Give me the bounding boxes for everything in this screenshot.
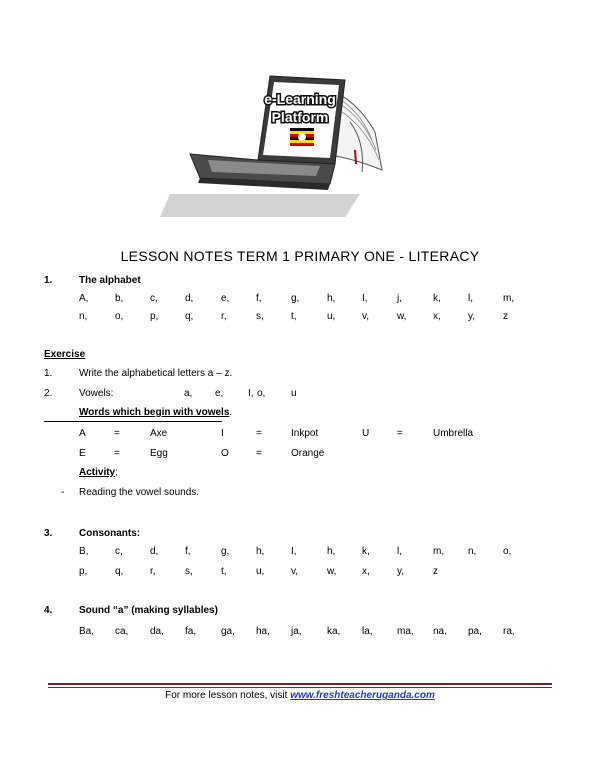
vowels-list: [0, 388, 600, 402]
letter: j,: [397, 293, 402, 304]
syllable: ha,: [256, 626, 270, 637]
syllable: ja,: [291, 626, 302, 637]
letter: A,: [79, 293, 89, 304]
syllable: la,: [362, 626, 373, 637]
syllable: ra,: [503, 626, 515, 637]
vowel-word-cell: =: [256, 428, 262, 439]
section3-heading: Consonants:: [79, 528, 141, 539]
words-heading: [79, 407, 232, 418]
consonant: u,: [256, 566, 265, 577]
words-heading-text: Words which begin with vowels: [79, 407, 230, 418]
consonant: h,: [327, 546, 336, 557]
consonant: n,: [468, 546, 477, 557]
letter: m,: [503, 293, 515, 304]
consonant: r,: [150, 566, 156, 577]
letter: h,: [327, 293, 336, 304]
syllables-row-1: [0, 626, 600, 640]
letter: v,: [362, 311, 370, 322]
footer-rule-thin: [48, 687, 552, 688]
alphabet-row-2: [0, 311, 600, 325]
consonants-row-1: [0, 546, 600, 560]
consonant: I,: [291, 546, 297, 557]
letter: u,: [327, 311, 336, 322]
vowel-words-row-2: [0, 448, 600, 462]
consonant: w,: [327, 566, 337, 577]
consonant: o,: [503, 546, 512, 557]
consonant: s,: [185, 566, 193, 577]
consonant: l,: [397, 546, 402, 557]
vowel-word-cell: O: [221, 448, 229, 459]
activity-bullet: -: [61, 487, 65, 498]
vowel-words-row-1: [0, 428, 600, 442]
vowel-word-cell: Inkpot: [291, 428, 319, 439]
vowel-word-cell: Umbrella: [433, 428, 474, 439]
letter: d,: [185, 293, 194, 304]
exercise-item2-number: 2.: [44, 388, 53, 399]
alphabet-row-1: [0, 293, 600, 307]
consonant: z: [433, 566, 438, 577]
vowel-word-cell: U: [362, 428, 370, 439]
syllable: fa,: [185, 626, 197, 637]
consonant: m,: [433, 546, 445, 557]
vowel-word-cell: =: [114, 448, 120, 459]
footer-rule: [48, 683, 552, 685]
consonant: B,: [79, 546, 89, 557]
syllable: da,: [150, 626, 164, 637]
consonant: y,: [397, 566, 405, 577]
letter: k,: [433, 293, 441, 304]
vowel: I,: [248, 388, 254, 399]
consonant: h,: [256, 546, 265, 557]
letter: l,: [468, 293, 473, 304]
logo-line2: Platform: [271, 109, 329, 125]
letter: y,: [468, 311, 476, 322]
activity-colon: ;: [115, 467, 118, 478]
section3-number: 3.: [44, 528, 53, 539]
section1-number: 1.: [44, 275, 53, 286]
vowel-word-cell: =: [114, 428, 120, 439]
consonant: g,: [221, 546, 230, 557]
consonant: x,: [362, 566, 370, 577]
syllable: ca,: [115, 626, 129, 637]
consonants-row-2: [0, 566, 600, 580]
exercise-item1-number: 1.: [44, 368, 53, 379]
footer-link[interactable]: www.freshteacheruganda.com: [290, 690, 435, 701]
letter: p,: [150, 311, 159, 322]
activity-label: Activity: [79, 467, 116, 478]
letter: q,: [185, 311, 194, 322]
letter: I,: [362, 293, 368, 304]
syllable: Ba,: [79, 626, 95, 637]
consonant: p,: [79, 566, 88, 577]
uganda-flag-icon: [290, 128, 314, 146]
page-title: LESSON NOTES TERM 1 PRIMARY ONE - LITERACY: [120, 248, 480, 264]
syllable: ka,: [327, 626, 341, 637]
vowel-word-cell: Egg: [150, 448, 168, 459]
consonant: d,: [150, 546, 159, 557]
vowel-word-cell: Axe: [150, 428, 168, 439]
letter: x,: [433, 311, 441, 322]
activity-heading: [79, 467, 118, 478]
words-heading-period: .: [229, 407, 233, 418]
consonant: q,: [115, 566, 124, 577]
syllable: pa,: [468, 626, 482, 637]
letter: c,: [150, 293, 158, 304]
section1-heading: The alphabet: [79, 275, 141, 286]
exercise-item1-text: Write the alphabetical letters a – z.: [79, 368, 233, 379]
vowel-word-cell: Orange: [291, 448, 325, 459]
vowel-word-cell: =: [397, 428, 403, 439]
letter: f,: [256, 293, 262, 304]
consonant: k,: [362, 546, 370, 557]
section4-number: 4.: [44, 605, 53, 616]
syllable: ga,: [221, 626, 235, 637]
letter: n,: [79, 311, 88, 322]
letter: r,: [221, 311, 227, 322]
vowel-word-cell: I: [221, 428, 224, 439]
letter: e,: [221, 293, 230, 304]
vowel: o,: [257, 388, 266, 399]
e-learning-platform-logo: [150, 62, 390, 224]
vowel-word-cell: E: [79, 448, 86, 459]
logo-line1: e-Learning: [264, 91, 336, 107]
footer: [0, 690, 600, 701]
consonant: v,: [291, 566, 299, 577]
letter: w,: [397, 311, 407, 322]
vowels-label: Vowels:: [79, 388, 114, 399]
letter: g,: [291, 293, 300, 304]
letter: b,: [115, 293, 124, 304]
consonant: c,: [115, 546, 123, 557]
vowel: u: [291, 388, 297, 399]
consonant: t,: [221, 566, 227, 577]
vowel: a,: [184, 388, 193, 399]
footer-text: For more lesson notes, visit: [165, 690, 291, 701]
consonant: f,: [185, 546, 191, 557]
letter: t,: [291, 311, 297, 322]
activity-text: Reading the vowel sounds.: [79, 487, 200, 498]
syllable: na,: [433, 626, 447, 637]
vowel-word-cell: A: [79, 428, 86, 439]
syllable: ma,: [397, 626, 414, 637]
letter: o,: [115, 311, 124, 322]
vowel: e,: [215, 388, 224, 399]
divider-underline: [44, 421, 222, 422]
vowel-word-cell: =: [256, 448, 262, 459]
letter: z: [503, 311, 508, 322]
exercise-heading: Exercise: [44, 349, 86, 360]
section4-heading: Sound “a” (making syllables): [79, 605, 218, 616]
letter: s,: [256, 311, 264, 322]
